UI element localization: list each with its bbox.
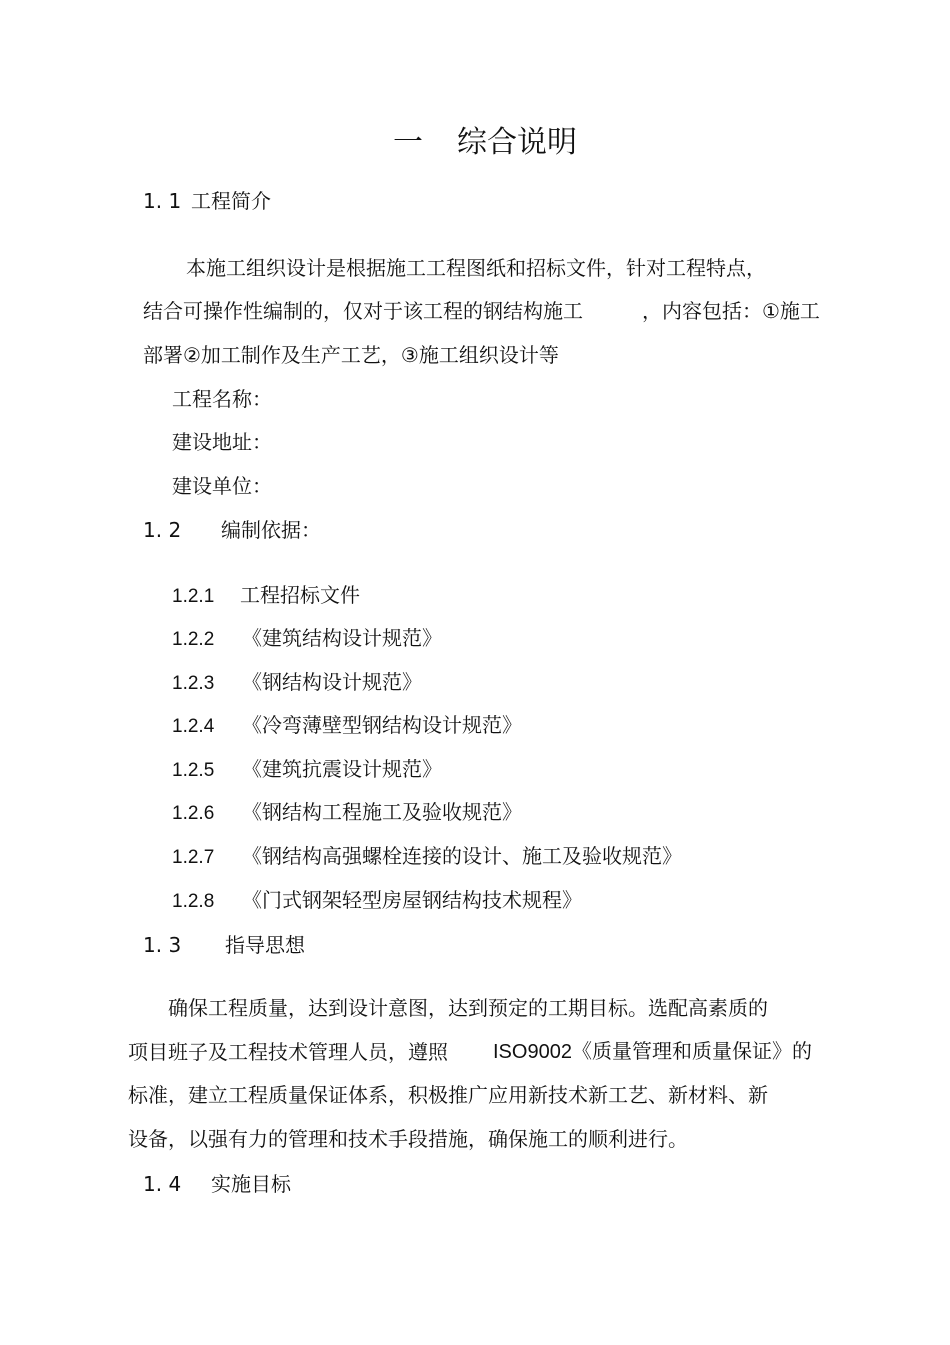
paragraph-line: ，内容包括：①施工: [642, 299, 820, 323]
section-heading-1-2: [143, 518, 321, 542]
list-item: [172, 583, 360, 609]
list-item: [172, 757, 442, 783]
paragraph-line: 结合可操作性编制的，仅对于该工程的钢结构施工: [143, 299, 583, 323]
item-number: 1.2.7: [172, 847, 215, 868]
item-text: 《钢结构设计规范》: [242, 670, 422, 694]
field-label-address: 建设地址：: [172, 430, 272, 454]
item-text: 工程招标文件: [240, 583, 360, 607]
field-label-project-name: 工程名称：: [172, 387, 272, 411]
item-text: 《建筑结构设计规范》: [242, 626, 442, 650]
chapter-number: 一: [393, 125, 423, 160]
section-number: 1. 2: [143, 518, 182, 542]
paragraph-line: 本施工组织设计是根据施工工程图纸和招标文件，针对工程特点，: [186, 256, 766, 280]
section-title: 实施目标: [211, 1172, 291, 1196]
section-heading-1-1: [143, 189, 271, 213]
item-text: 《建筑抗震设计规范》: [242, 757, 442, 781]
section-heading-1-4: [143, 1172, 291, 1196]
item-text: 《门式钢架轻型房屋钢结构技术规程》: [242, 888, 582, 912]
item-number: 1.2.3: [172, 673, 215, 694]
paragraph-line: 项目班子及工程技术管理人员，遵照: [128, 1040, 448, 1064]
item-number: 1.2.8: [172, 891, 215, 912]
list-item: [172, 670, 422, 696]
paragraph-line: 设备，以强有力的管理和技术手段措施，确保施工的顺利进行。: [128, 1127, 688, 1151]
list-item: [172, 888, 582, 914]
paragraph-line: 确保工程质量，达到设计意图，达到预定的工期目标。选配高素质的: [168, 996, 768, 1020]
chapter-title: 综合说明: [457, 125, 577, 160]
list-item: [172, 713, 522, 739]
item-number: 1.2.6: [172, 803, 215, 824]
section-title: 指导思想: [225, 933, 305, 957]
list-item: [172, 800, 522, 826]
item-number: 1.2.1: [172, 586, 215, 607]
section-number: 1. 1: [143, 189, 182, 213]
paragraph-line: 部署②加工制作及生产工艺，③施工组织设计等: [143, 343, 559, 367]
item-text: 《钢结构高强螺栓连接的设计、施工及验收规范》: [242, 844, 682, 868]
section-number: 1. 3: [143, 933, 182, 957]
list-item: [172, 844, 682, 870]
section-title: 编制依据：: [221, 518, 321, 542]
section-title: 工程简介: [191, 189, 271, 213]
paragraph-line: ISO9002《质量管理和质量保证》的: [493, 1041, 812, 1063]
item-text: 《钢结构工程施工及验收规范》: [242, 800, 522, 824]
section-number: 1. 4: [143, 1172, 182, 1196]
item-number: 1.2.4: [172, 716, 215, 737]
item-text: 《冷弯薄壁型钢结构设计规范》: [242, 713, 522, 737]
paragraph-line: 标准，建立工程质量保证体系，积极推广应用新技术新工艺、新材料、新: [128, 1083, 768, 1107]
list-item: [172, 626, 442, 652]
section-heading-1-3: [143, 933, 305, 957]
item-number: 1.2.5: [172, 760, 215, 781]
field-label-owner: 建设单位：: [172, 474, 272, 498]
chapter-heading: [393, 124, 577, 162]
item-number: 1.2.2: [172, 629, 215, 650]
